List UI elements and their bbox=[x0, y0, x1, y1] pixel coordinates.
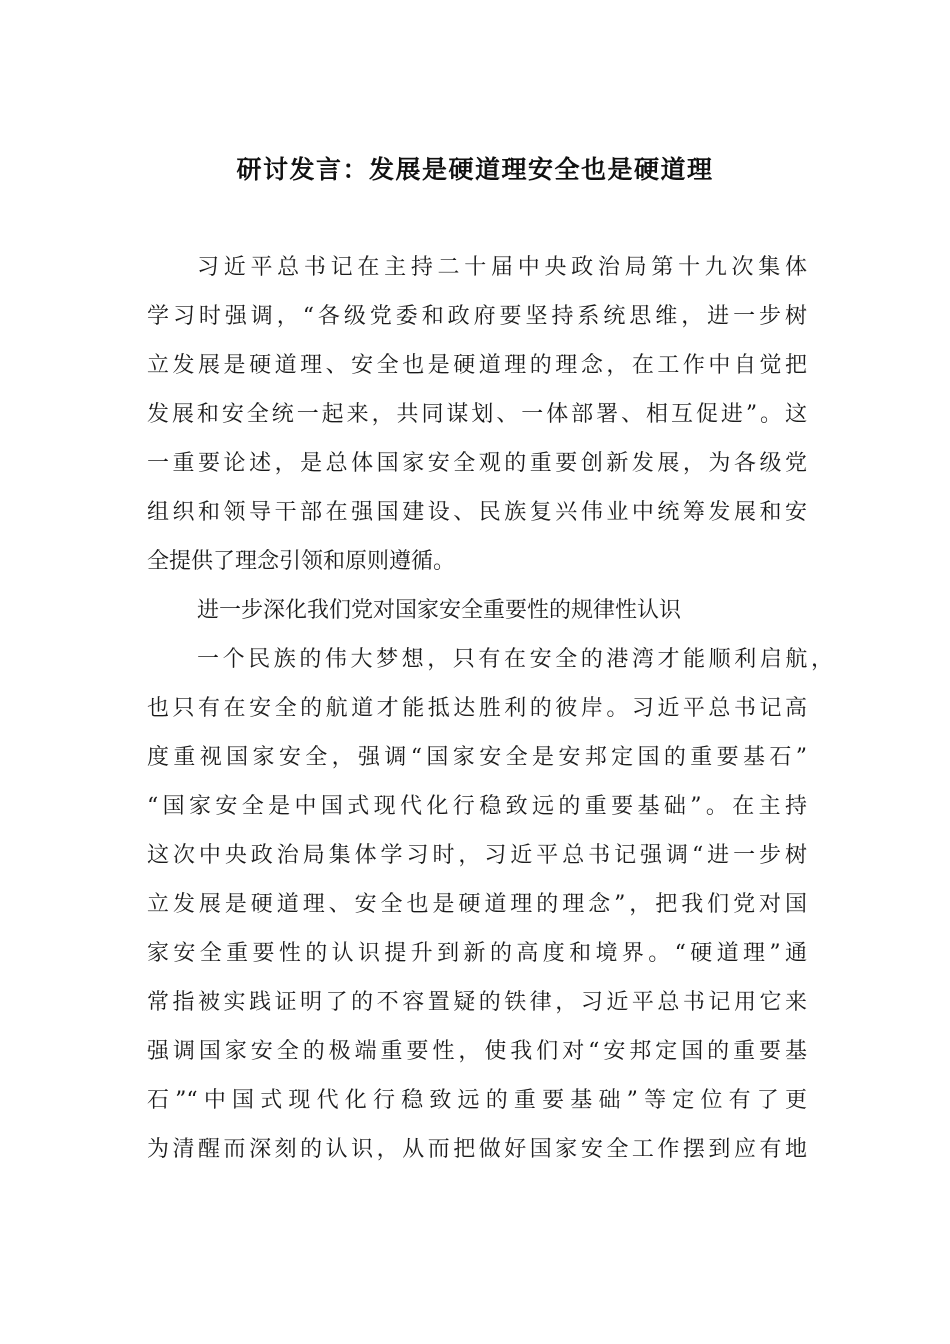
paragraph-1-line-3: 立发展是硬道理、安全也是硬道理的理念，在工作中自觉把 bbox=[147, 353, 807, 378]
paragraph-1-line-2: 学习时强调，“各级党委和政府要坚持系统思维，进一步树 bbox=[147, 304, 807, 329]
paragraph-2-line-11: 为清醒而深刻的认识，从而把做好国家安全工作摆到应有地 bbox=[147, 1137, 807, 1162]
paragraph-2-line-4: “国家安全是中国式现代化行稳致远的重要基础”。在主持 bbox=[147, 794, 807, 819]
paragraph-1-line-7: 全提供了理念引领和原则遵循。 bbox=[147, 549, 456, 574]
paragraph-2-line-7: 家安全重要性的认识提升到新的高度和境界。“硬道理”通 bbox=[147, 941, 807, 966]
paragraph-2-line-2: 也只有在安全的航道才能抵达胜利的彼岸。习近平总书记高 bbox=[147, 696, 807, 721]
paragraph-1-line-5: 一重要论述，是总体国家安全观的重要创新发展，为各级党 bbox=[147, 451, 807, 476]
paragraph-2-line-1: 一个民族的伟大梦想，只有在安全的港湾才能顺利启航， bbox=[197, 647, 833, 672]
paragraph-2-line-5: 这次中央政治局集体学习时，习近平总书记强调“进一步树 bbox=[147, 843, 807, 868]
paragraph-2-line-6: 立发展是硬道理、安全也是硬道理的理念”，把我们党对国 bbox=[147, 892, 807, 917]
paragraph-2-line-10: 石”“中国式现代化行稳致远的重要基础”等定位有了更 bbox=[147, 1088, 807, 1113]
paragraph-1-line-6: 组织和领导干部在强国建设、民族复兴伟业中统筹发展和安 bbox=[147, 500, 807, 525]
paragraph-2-line-8: 常指被实践证明了的不容置疑的铁律，习近平总书记用它来 bbox=[147, 990, 807, 1015]
paragraph-2-line-3: 度重视国家安全，强调“国家安全是安邦定国的重要基石” bbox=[147, 745, 807, 770]
paragraph-1-line-4: 发展和安全统一起来，共同谋划、一体部署、相互促进”。这 bbox=[147, 402, 807, 427]
paragraph-2-line-9: 强调国家安全的极端重要性，使我们对“安邦定国的重要基 bbox=[147, 1039, 807, 1064]
section-heading: 进一步深化我们党对国家安全重要性的规律性认识 bbox=[197, 598, 682, 623]
paragraph-1-line-1: 习近平总书记在主持二十届中央政治局第十九次集体 bbox=[197, 255, 807, 280]
document-title: 研讨发言：发展是硬道理安全也是硬道理 bbox=[236, 155, 714, 184]
